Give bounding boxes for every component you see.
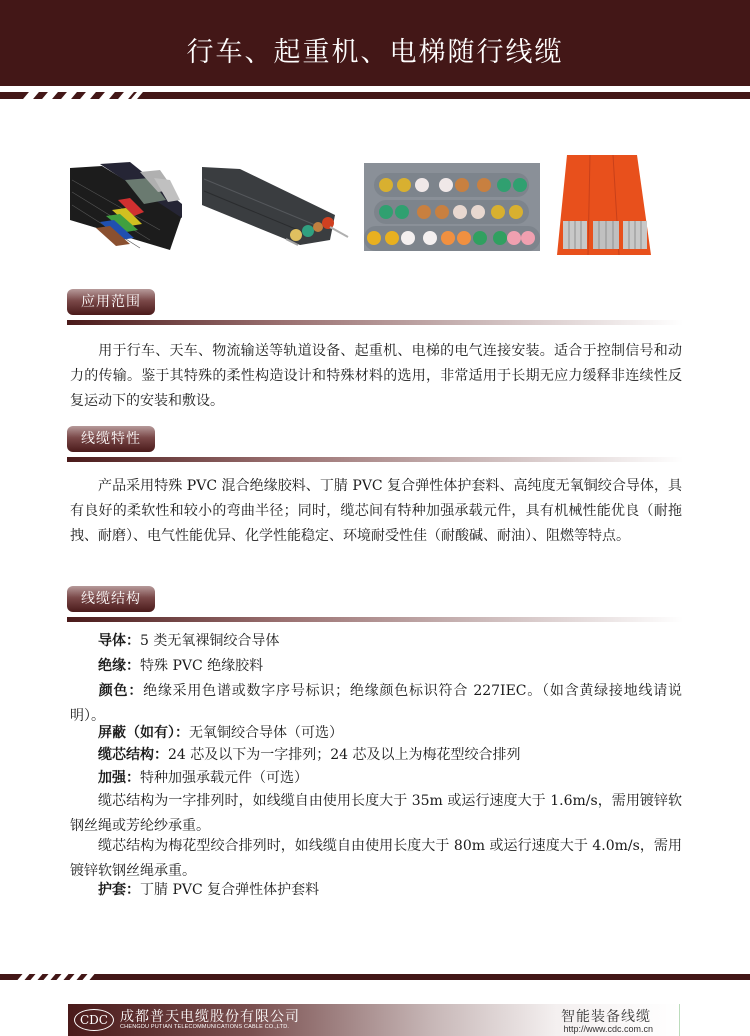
features-text <box>70 474 682 549</box>
page-title: 行车、起重机、电梯随行线缆 <box>186 37 564 68</box>
item-value: 丁腈 PVC 复合弹性体护套料 <box>140 882 320 898</box>
company-name-en: CHENGDU PUTIAN TELECOMMUNICATIONS CABLE CO.,LTD. <box>120 1024 290 1030</box>
multi-core-flat-cable-photo <box>70 160 182 250</box>
application-body: 用于行车、天车、物流输送等轨道设备、起重机、电梯的电气连接安装。适合于控制信号和动力的传输。鉴于其特殊的柔性构造设计和特殊材料的选用，非常适用于长期无应力缓释非连续性反复运动下的安装和敷设。 <box>70 343 682 409</box>
website-link[interactable]: http://www.cdc.com.cn <box>563 1024 653 1034</box>
footer-band <box>68 1004 680 1036</box>
item-label: 加强： <box>98 770 140 786</box>
company-logo: CDC <box>74 1009 114 1031</box>
section-divider <box>67 457 683 462</box>
structure-item-sheath <box>70 878 682 903</box>
item-value: 24 芯及以下为一字排列；24 芯及以上为梅花型绞合排列 <box>168 747 521 763</box>
structure-note-plum <box>70 834 682 884</box>
flat-cable-with-steel-wire-photo <box>200 165 350 250</box>
item-label: 护套： <box>98 882 140 898</box>
orange-flat-cable-photo <box>555 155 665 260</box>
note-text: 缆芯结构为一字排列时，如线缆自由使用长度大于 35m 或运行速度大于 1.6m/s，需用镀锌软钢丝绳或芳纶纱承重。 <box>70 793 682 834</box>
footer-divider <box>0 974 750 980</box>
note-text: 缆芯结构为梅花型绞合排列时，如线缆自由使用长度大于 80m 或运行速度大于 4.0m/s，需用镀锌软钢丝绳承重。 <box>70 838 682 879</box>
item-value: 特种加强承载元件（可选） <box>140 770 308 786</box>
page-header <box>0 0 750 86</box>
company-name-cn: 成都普天电缆股份有限公司 <box>120 1009 300 1025</box>
item-label: 颜色： <box>98 683 144 699</box>
structure-note-flat <box>70 789 682 839</box>
structure-item-reinforcement <box>70 766 682 791</box>
stacked-plum-blossom-cables-photo <box>364 163 540 251</box>
item-value: 绝缘采用色谱或数字序号标识；绝缘颜色标识符合 227IEC。（如含黄绿接地线请说明）。 <box>70 683 682 724</box>
application-text <box>70 339 682 414</box>
item-value: 特殊 PVC 绝缘胶料 <box>140 658 264 674</box>
product-photos <box>0 155 750 265</box>
item-value: 无氧铜绞合导体（可选） <box>189 725 343 741</box>
section-tab-application: 应用范围 <box>67 289 155 315</box>
section-tab-features: 线缆特性 <box>67 426 155 452</box>
item-label: 绝缘： <box>98 658 140 674</box>
structure-item-core-layout <box>70 743 682 768</box>
features-body: 产品采用特殊 PVC 混合绝缘胶料、丁腈 PVC 复合弹性体护套料、高纯度无氧铜绞合导体，具有良好的柔软性和较小的弯曲半径；同时，缆芯间有特种加强承载元件，具有机械性能优良（耐拖拽、耐磨）、电气性能优异、化学性能稳定、环境耐受性佳（耐酸碱、耐油）、阻燃等特点。 <box>70 478 682 544</box>
item-value: 5 类无氧裸铜绞合导体 <box>140 633 280 649</box>
item-label: 导体： <box>98 633 140 649</box>
section-divider <box>67 617 683 622</box>
structure-item-conductor <box>70 629 682 654</box>
item-label: 屏蔽（如有）： <box>98 725 189 741</box>
section-divider <box>67 320 683 325</box>
structure-item-insulation <box>70 654 682 679</box>
footer-slogan: 智能装备线缆 <box>561 1009 651 1025</box>
section-tab-structure: 线缆结构 <box>67 586 155 612</box>
item-label: 缆芯结构： <box>98 747 168 763</box>
